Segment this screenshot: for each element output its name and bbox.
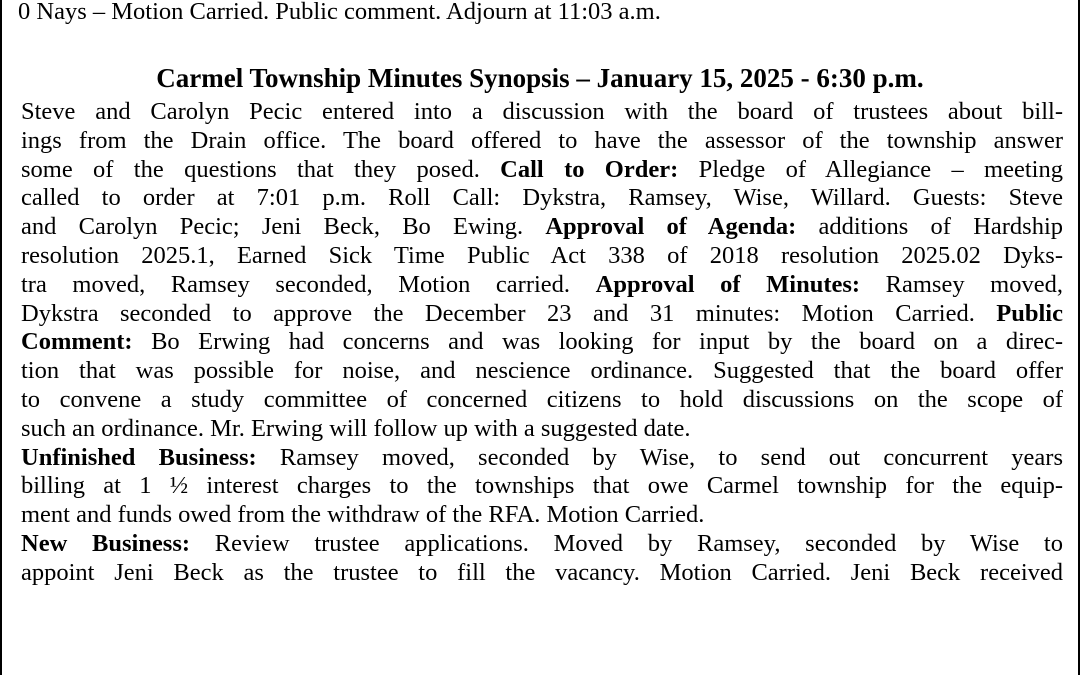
body-line (21, 271, 1063, 300)
body-line (21, 415, 1063, 444)
minutes-body (21, 98, 1063, 588)
new-business-label: New Business: (21, 529, 191, 557)
approval-of-agenda-label: Approval of Agenda: (545, 213, 797, 241)
text-run: called to order at 7:01 p.m. Roll Call: Dykstra, Ramsey, Wise, Willard. Guests: Steve (21, 184, 1063, 212)
call-to-order-label: Call to Order: (500, 155, 679, 183)
text-run: ings from the Drain office. The board offered to have the assessor of the township answer (21, 126, 1063, 154)
text-run: Steve and Carolyn Pecic entered into a discussion with the board of trustees about bill- (21, 98, 1063, 125)
text-run: tra moved, Ramsey seconded, Motion carried. (21, 270, 596, 298)
body-line (21, 444, 1063, 473)
body-line (21, 184, 1063, 213)
previous-minutes-closing-line: 0 Nays – Motion Carried. Public comment. Adjourn at 11:03 a.m. (18, 0, 661, 25)
text-run: additions of Hardship (796, 213, 1064, 241)
text-run: tion that was possible for noise, and nescience ordinance. Suggested that the board offer (21, 357, 1063, 385)
text-run: resolution 2025.1, Earned Sick Time Public Act 338 of 2018 resolution 2025.02 Dyks- (21, 241, 1063, 269)
body-line (21, 242, 1063, 271)
text-run: Ramsey moved, (860, 270, 1063, 298)
body-line (21, 213, 1063, 242)
text-run: Bo Erwing had concerns and was looking for input by the board on a direc- (132, 328, 1063, 356)
text-run: billing at 1 ½ interest charges to the townships that owe Carmel township for the equip- (21, 472, 1063, 500)
body-line (21, 501, 1063, 530)
unfinished-business-label: Unfinished Business: (21, 443, 257, 471)
text-run: some of the questions that they posed. (21, 155, 501, 183)
text-run: to convene a study committee of concerned citizens to hold discussions on the scope of (21, 385, 1063, 413)
body-line (21, 300, 1063, 329)
public-comment-label-part2: Comment: (21, 328, 133, 356)
body-line (21, 530, 1063, 559)
approval-of-minutes-label: Approval of Minutes: (595, 270, 861, 298)
text-run: ment and funds owed from the withdraw of the RFA. Motion Carried. (21, 501, 705, 529)
public-comment-label-part1: Public (996, 299, 1063, 327)
text-run: appoint Jeni Beck as the trustee to fill the vacancy. Motion Carried. Jeni Beck received (21, 558, 1063, 586)
body-line (21, 98, 1063, 127)
body-line (21, 328, 1063, 357)
text-run: such an ordinance. Mr. Erwing will follow up with a suggested date. (21, 414, 691, 442)
minutes-title: Carmel Township Minutes Synopsis – January 15, 2025 - 6:30 p.m. (156, 63, 924, 93)
body-line (21, 559, 1063, 588)
text-run: Pledge of Allegiance – meeting (678, 155, 1063, 183)
body-line (21, 472, 1063, 501)
text-run: Dykstra seconded to approve the December 23 and 31 minutes: Motion Carried. (21, 299, 997, 327)
body-line (21, 127, 1063, 156)
body-line (21, 386, 1063, 415)
body-line (21, 357, 1063, 386)
text-run: Ramsey moved, seconded by Wise, to send out concurrent years (256, 443, 1063, 471)
text-run: Review trustee applications. Moved by Ramsey, seconded by Wise to (190, 529, 1063, 557)
body-line (21, 156, 1063, 185)
text-run: and Carolyn Pecic; Jeni Beck, Bo Ewing. (21, 213, 546, 241)
